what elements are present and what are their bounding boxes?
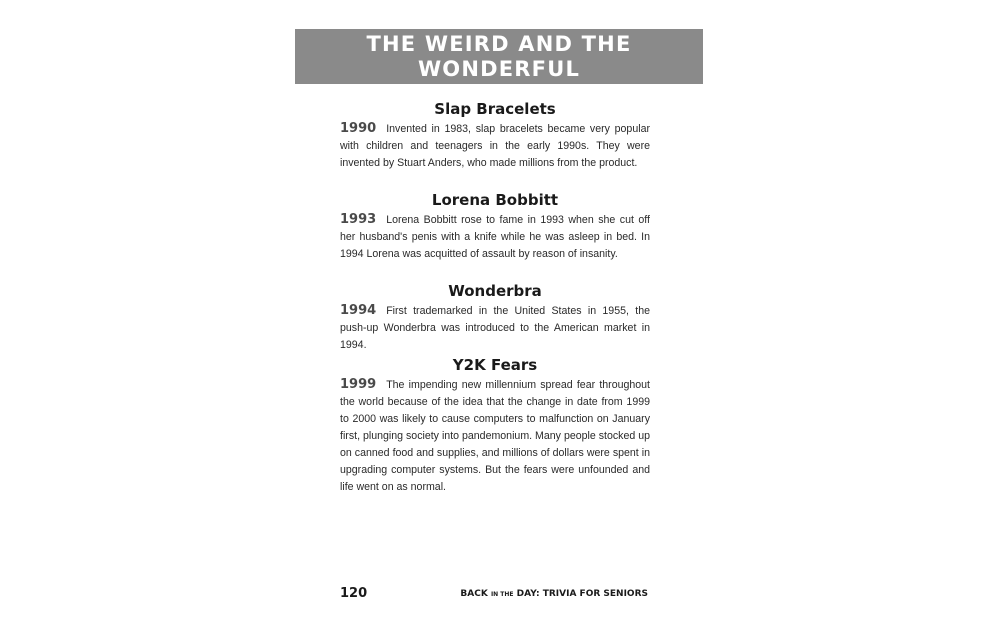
entry-year: 1999 [340, 377, 377, 392]
entry-title: Y2K Fears [452, 356, 538, 374]
book-title-in-the: IN THE [490, 591, 514, 598]
entry-lorena-bobbitt [340, 190, 650, 263]
section-title-line-1: THE WEIRD AND THE [366, 31, 632, 56]
section-header-banner [295, 29, 703, 84]
entry-title: Slap Bracelets [434, 100, 556, 118]
entry-body [340, 120, 650, 172]
running-footer-book-title [460, 589, 648, 599]
entry-wonderbra [340, 281, 650, 354]
page-number: 120 [340, 586, 368, 601]
entry-year: 1994 [340, 303, 377, 318]
entry-text: Invented in 1983, slap bracelets became very popular with children and teenagers in the early 1990s. They were invented by Stuart Anders, who made millions from the product. [340, 123, 650, 169]
entry-text: First trademarked in the United States in 1955, the push-up Wonderbra was introduced to the American market in 1994. [340, 305, 650, 351]
entry-year: 1990 [340, 121, 377, 136]
entry-slap-bracelets [340, 99, 650, 172]
book-title-rest: TRIVIA FOR SENIORS [542, 589, 648, 599]
entry-body [340, 211, 650, 263]
entry-body [340, 302, 650, 354]
book-title-day: DAY: [516, 589, 540, 599]
entry-y2k-fears [340, 355, 650, 496]
entry-text: Lorena Bobbitt rose to fame in 1993 when she cut off her husband's penis with a knife while he was asleep in bed. In 1994 Lorena was acquitted of assault by reason of insanity. [340, 214, 650, 260]
entry-text: The impending new millennium spread fear throughout the world because of the idea that the change in date from 1999 to 2000 was likely to cause computers to malfunction on January first, plunging society into pandemonium. Many people stocked up on canned food and supplies, and millions of dollars were spent in upgrading computer systems. But the fears were unfounded and life went on as normal. [340, 379, 650, 493]
entry-title: Lorena Bobbitt [431, 191, 559, 209]
entry-body [340, 376, 650, 496]
entry-title: Wonderbra [448, 282, 542, 300]
entry-year: 1993 [340, 212, 377, 227]
section-title-line-2: WONDERFUL [417, 56, 581, 81]
book-title-back: BACK [460, 589, 488, 599]
